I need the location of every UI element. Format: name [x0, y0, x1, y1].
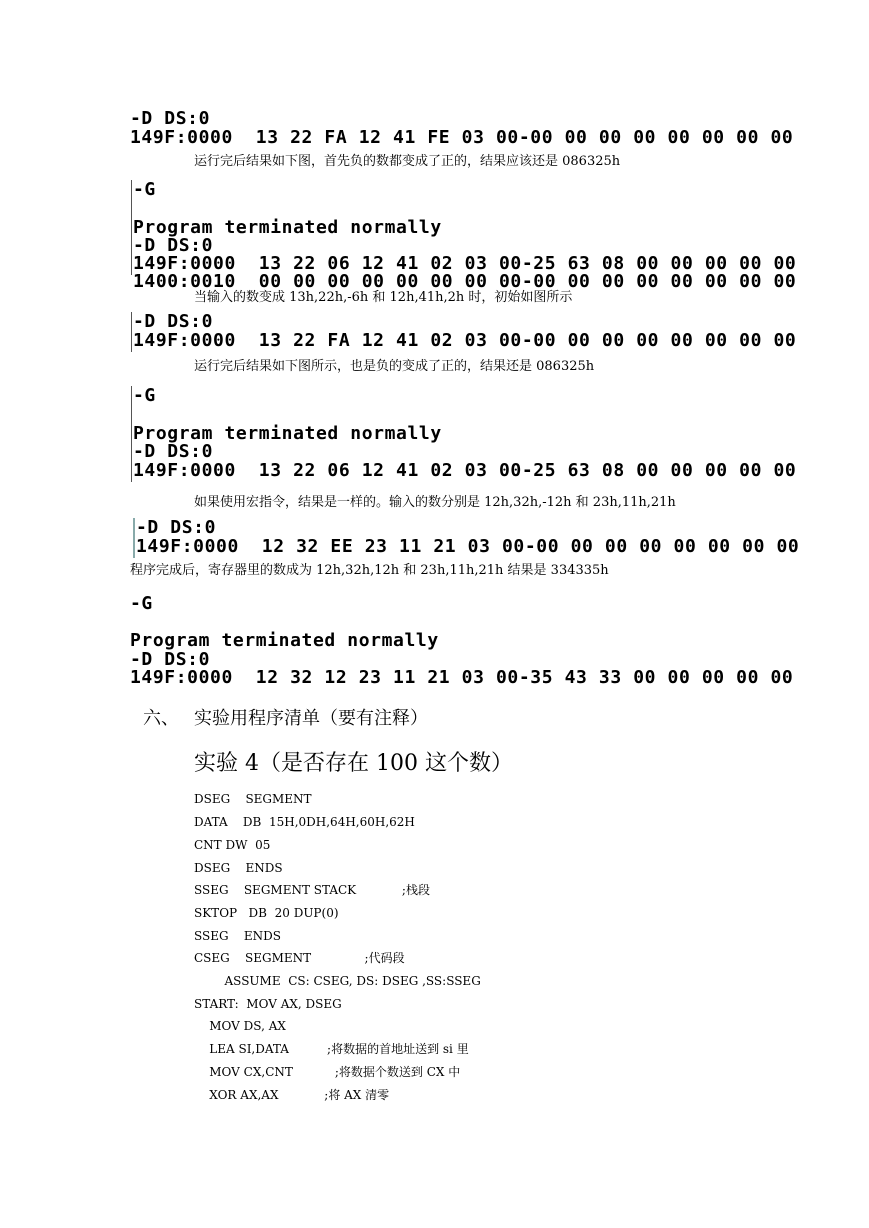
code-line: START: MOV AX, DSEG — [194, 997, 342, 1011]
run2-dump-command: -D DS:0 — [133, 441, 214, 462]
screenshot-edge — [131, 180, 132, 275]
run3-terminated: Program terminated normally — [130, 630, 439, 651]
dump3-line: 149F:0000 12 32 EE 23 11 21 03 00-00 00 00 00 00 00 00 00 — [136, 536, 800, 557]
note-5: 程序完成后，寄存器里的数成为 12h,32h,12h 和 23h,11h,21h 结果是 334335h — [130, 563, 609, 578]
section-heading: 实验用程序清单（要有注释） — [194, 708, 428, 729]
run2-terminated: Program terminated normally — [133, 423, 442, 444]
note-3: 运行完后结果如下图所示，也是负的变成了正的，结果还是 086325h — [194, 359, 595, 374]
code-line: LEA SI,DATA ;将数据的首地址送到 si 里 — [194, 1042, 469, 1056]
run1-terminated: Program terminated normally — [133, 217, 442, 238]
screenshot-edge — [131, 312, 132, 352]
experiment-title: 实验 4（是否存在 100 这个数） — [194, 751, 513, 776]
run1-dump-line: 149F:0000 13 22 06 12 41 02 03 00-25 63 08 00 00 00 00 00 — [133, 253, 797, 274]
code-line: SSEG ENDS — [194, 929, 281, 943]
dump1-line: 149F:0000 13 22 FA 12 41 FE 03 00-00 00 00 00 00 00 00 00 — [130, 127, 794, 148]
run1-go-command: -G — [133, 179, 156, 200]
code-line: MOV DS, AX — [194, 1019, 286, 1033]
run2-dump-line: 149F:0000 13 22 06 12 41 02 03 00-25 63 08 00 00 00 00 00 — [133, 460, 797, 481]
run3-dump-command: -D DS:0 — [130, 649, 211, 670]
screenshot-edge — [133, 518, 135, 558]
note-1: 运行完后结果如下图，首先负的数都变成了正的，结果应该还是 086325h — [194, 154, 621, 169]
section-number: 六、 — [143, 708, 179, 729]
code-line: DSEG ENDS — [194, 861, 283, 875]
code-line: ASSUME CS: CSEG, DS: DSEG ,SS:SSEG — [194, 974, 481, 988]
run3-go-command: -G — [130, 593, 153, 614]
run1-dump-line-cutoff: 1400:0010 00 00 00 00 00 00 00 00-00 00 00 00 00 00 00 00 — [133, 271, 797, 292]
dump3-command: -D DS:0 — [136, 517, 217, 538]
code-line: CSEG SEGMENT ;代码段 — [194, 951, 405, 965]
code-line: XOR AX,AX ;将 AX 清零 — [194, 1088, 390, 1102]
code-line: SKTOP DB 20 DUP(0) — [194, 906, 339, 920]
code-line: MOV CX,CNT ;将数据个数送到 CX 中 — [194, 1065, 461, 1079]
code-line: DATA DB 15H,0DH,64H,60H,62H — [194, 815, 415, 829]
run3-dump-line: 149F:0000 12 32 12 23 11 21 03 00-35 43 33 00 00 00 00 00 — [130, 667, 794, 688]
run2-go-command: -G — [133, 385, 156, 406]
dump1-command: -D DS:0 — [130, 108, 211, 129]
note-4: 如果使用宏指令，结果是一样的。输入的数分别是 12h,32h,-12h 和 23h,11h,21h — [194, 495, 676, 510]
dump2-line: 149F:0000 13 22 FA 12 41 02 03 00-00 00 00 00 00 00 00 00 — [133, 330, 797, 351]
run1-dump-command: -D DS:0 — [133, 235, 214, 256]
note-2: 当输入的数变成 13h,22h,-6h 和 12h,41h,2h 时，初始如图所示 — [194, 290, 573, 305]
code-line: SSEG SEGMENT STACK ;栈段 — [194, 883, 430, 897]
screenshot-edge — [131, 386, 132, 482]
code-line: CNT DW 05 — [194, 838, 271, 852]
code-line: DSEG SEGMENT — [194, 792, 312, 806]
dump2-command: -D DS:0 — [133, 311, 214, 332]
